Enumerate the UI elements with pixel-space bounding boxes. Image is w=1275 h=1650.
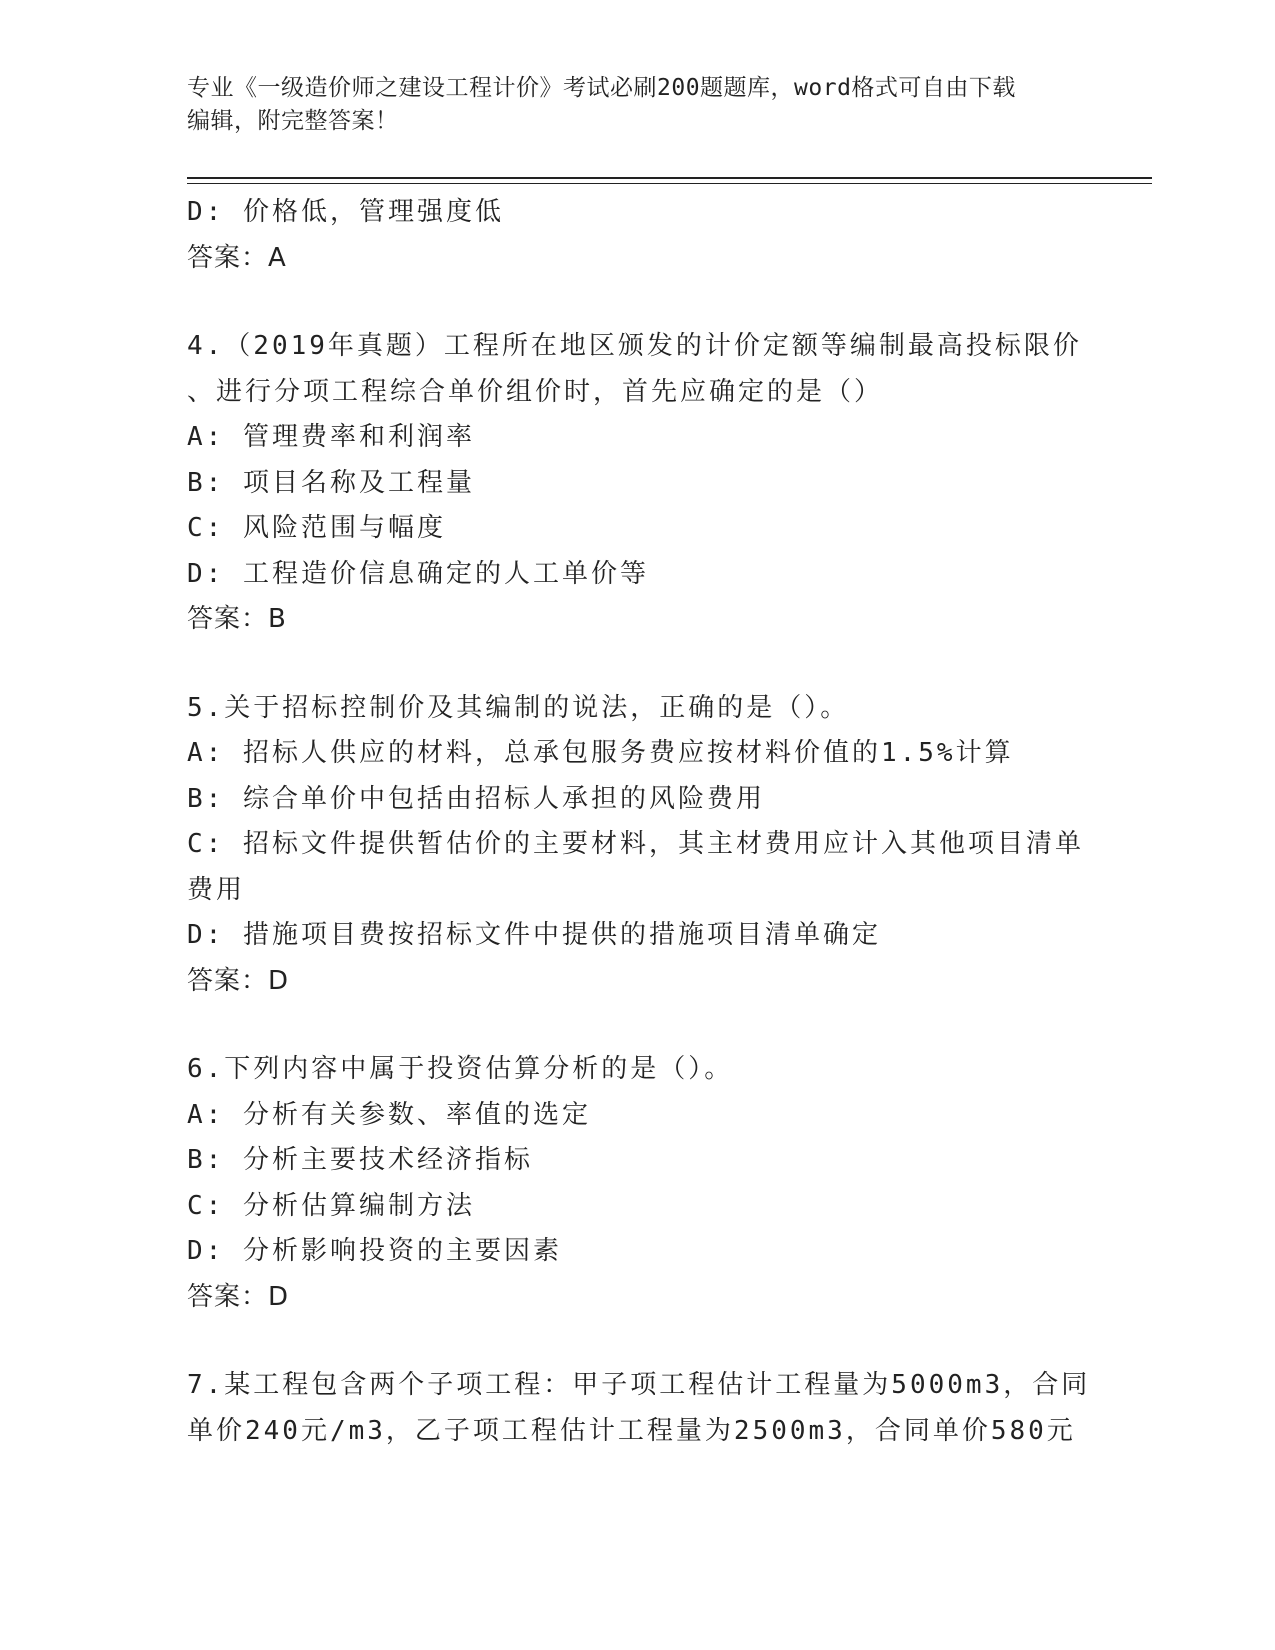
header-divider-thick	[187, 177, 1152, 179]
answer-label: 答案：D	[187, 1281, 290, 1312]
header-divider-thin	[187, 183, 1152, 184]
question-4	[187, 324, 1087, 643]
question-stem-continued: 单价240元/m3，乙子项工程估计工程量为2500m3，合同单价580元	[187, 1415, 1076, 1446]
header-title-line1: 专业《一级造价师之建设工程计价》考试必刷200题题库，word格式可自由下载	[187, 75, 1016, 101]
option-d: D: 价格低，管理强度低	[187, 197, 504, 227]
question-list	[187, 190, 1091, 1454]
answer-label: 答案：B	[187, 604, 287, 634]
option-a: A: 分析有关参数、率值的选定	[187, 1099, 591, 1130]
option-c: C: 风险范围与幅度	[187, 513, 446, 543]
option-c: C: 招标文件提供暂估价的主要材料，其主材费用应计入其他项目清单	[187, 829, 1084, 859]
answer-label: 答案：D	[187, 965, 290, 996]
option-c: C: 分析估算编制方法	[187, 1190, 475, 1221]
question-stem: 7.某工程包含两个子项工程：甲子项工程估计工程量为5000m3，合同	[187, 1370, 1091, 1400]
question-stem: 5.关于招标控制价及其编制的说法，正确的是（）。	[187, 692, 850, 723]
option-d: D: 措施项目费按招标文件中提供的措施项目清单确定	[187, 920, 881, 950]
option-a: A: 管理费率和利润率	[187, 422, 475, 452]
question-3	[187, 190, 1087, 281]
answer-label: 答案：A	[187, 242, 287, 273]
option-b: B: 分析主要技术经济指标	[187, 1145, 533, 1175]
question-6	[187, 1047, 1087, 1320]
question-stem-continued: 、进行分项工程综合单价组价时，首先应确定的是（）	[187, 376, 884, 407]
question-stem: 4.（2019年真题）工程所在地区颁发的计价定额等编制最高投标限价	[187, 331, 1082, 361]
option-d: D: 工程造价信息确定的人工单价等	[187, 558, 649, 589]
option-b: B: 项目名称及工程量	[187, 467, 475, 498]
option-c-continued: 费用	[187, 874, 246, 905]
option-b: B: 综合单价中包括由招标人承担的风险费用	[187, 783, 765, 814]
header-title-line2: 编辑，附完整答案！	[187, 108, 399, 134]
option-a: A: 招标人供应的材料，总承包服务费应按材料价值的1.5%计算	[187, 738, 1014, 768]
question-stem: 6.下列内容中属于投资估算分析的是（）。	[187, 1054, 734, 1084]
option-d: D: 分析影响投资的主要因素	[187, 1236, 562, 1266]
question-5	[187, 686, 1087, 1005]
question-7	[187, 1363, 1091, 1454]
document-header	[187, 72, 1087, 138]
